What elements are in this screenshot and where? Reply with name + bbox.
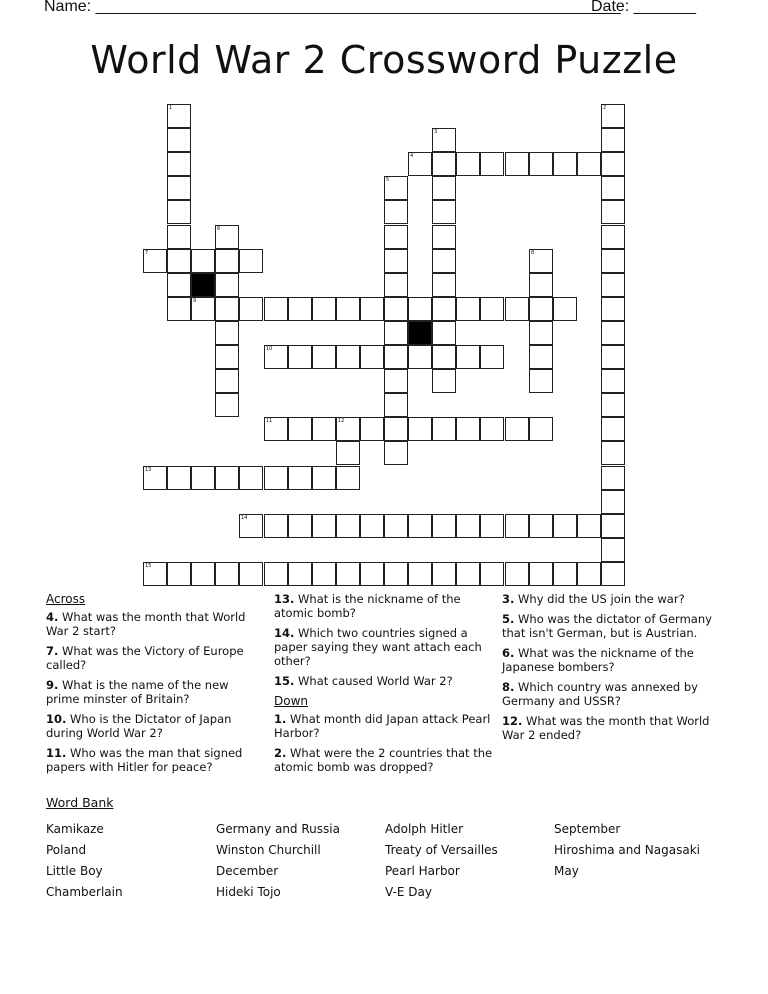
grid-cell[interactable]	[408, 152, 432, 176]
clue-number: 8	[531, 250, 535, 256]
word-bank-item: May	[554, 864, 579, 878]
grid-cell[interactable]	[505, 417, 529, 441]
grid-cell[interactable]	[480, 297, 504, 321]
grid-cell[interactable]	[577, 514, 601, 538]
clue-number: 13	[145, 467, 152, 473]
grid-cell[interactable]	[143, 562, 167, 586]
grid-cell[interactable]	[336, 466, 360, 490]
grid-cell[interactable]	[577, 562, 601, 586]
word-bank-heading: Word Bank	[46, 795, 114, 810]
grid-cell[interactable]	[312, 417, 336, 441]
clue-number: 14	[241, 515, 248, 521]
grid-cell[interactable]	[215, 345, 239, 369]
grid-cell[interactable]	[480, 514, 504, 538]
grid-cell[interactable]	[432, 128, 456, 152]
grid-cell[interactable]	[601, 562, 625, 586]
grid-cell[interactable]	[167, 225, 191, 249]
grid-cell[interactable]	[360, 417, 384, 441]
grid-cell[interactable]	[408, 297, 432, 321]
grid-cell[interactable]	[432, 225, 456, 249]
grid-cell[interactable]	[384, 562, 408, 586]
grid-cell[interactable]	[505, 297, 529, 321]
clue-number: 6	[217, 226, 221, 232]
grid-cell[interactable]	[432, 562, 456, 586]
grid-cell[interactable]	[601, 466, 625, 490]
clue: 10. Who is the Dictator of Japan during World War 2?	[46, 712, 232, 740]
grid-cell[interactable]	[529, 417, 553, 441]
grid-cell[interactable]	[239, 297, 263, 321]
clue: 14. Which two countries signed a paper saying they want attach each other?	[274, 626, 482, 668]
grid-cell[interactable]	[215, 321, 239, 345]
grid-cell[interactable]	[456, 152, 480, 176]
grid-cell[interactable]	[577, 152, 601, 176]
grid-cell[interactable]	[143, 466, 167, 490]
clue: 15. What caused World War 2?	[274, 674, 453, 688]
grid-cell[interactable]	[408, 417, 432, 441]
grid-cell[interactable]	[360, 562, 384, 586]
grid-cell[interactable]	[408, 345, 432, 369]
grid-cell[interactable]	[167, 176, 191, 200]
grid-cell[interactable]	[336, 297, 360, 321]
grid-cell[interactable]	[601, 249, 625, 273]
clues-column-1	[46, 592, 256, 780]
grid-cell[interactable]	[456, 562, 480, 586]
grid-cell[interactable]	[432, 200, 456, 224]
grid-cell[interactable]	[601, 225, 625, 249]
grid-cell[interactable]	[384, 321, 408, 345]
grid-cell[interactable]	[215, 225, 239, 249]
grid-cell[interactable]	[167, 273, 191, 297]
grid-cell[interactable]	[601, 393, 625, 417]
grid-cell[interactable]	[215, 562, 239, 586]
grid-cell[interactable]	[601, 538, 625, 562]
grid-cell[interactable]	[384, 176, 408, 200]
grid-cell[interactable]	[384, 393, 408, 417]
clue: 11. Who was the man that signed papers with Hitler for peace?	[46, 746, 243, 774]
clue-number: 10	[266, 346, 273, 352]
word-bank-item: December	[216, 864, 279, 878]
grid-cell[interactable]	[239, 514, 263, 538]
grid-cell[interactable]	[288, 562, 312, 586]
clue-number: 12	[338, 418, 345, 424]
grid-cell[interactable]	[432, 152, 456, 176]
grid-cell[interactable]	[264, 466, 288, 490]
word-bank-item: Hideki Tojo	[216, 885, 281, 899]
grid-cell[interactable]	[312, 514, 336, 538]
grid-cell[interactable]	[456, 297, 480, 321]
grid-cell[interactable]	[336, 345, 360, 369]
clue: 1. What month did Japan attack Pearl Harbor?	[274, 712, 491, 740]
word-bank-item: Little Boy	[46, 864, 103, 878]
grid-cell[interactable]	[480, 152, 504, 176]
clue: 6. What was the nickname of the Japanese bombers?	[502, 646, 694, 674]
grid-cell[interactable]	[529, 369, 553, 393]
grid-cell[interactable]	[601, 200, 625, 224]
date-label: Date: _______	[591, 0, 696, 15]
grid-cell[interactable]	[432, 514, 456, 538]
grid-cell[interactable]	[191, 562, 215, 586]
grid-cell[interactable]	[239, 562, 263, 586]
grid-cell[interactable]	[384, 200, 408, 224]
grid-cell[interactable]	[553, 297, 577, 321]
grid-cell[interactable]	[191, 297, 215, 321]
name-label: Name: ___________________________________________________________	[44, 0, 621, 15]
grid-cell[interactable]	[601, 369, 625, 393]
grid-cell[interactable]	[529, 249, 553, 273]
grid-cell[interactable]	[432, 417, 456, 441]
grid-cell[interactable]	[601, 441, 625, 465]
clue: 12. What was the month that World War 2 ended?	[502, 714, 710, 742]
grid-cell[interactable]	[384, 297, 408, 321]
grid-cell[interactable]	[601, 152, 625, 176]
grid-cell[interactable]	[505, 514, 529, 538]
grid-cell[interactable]	[167, 104, 191, 128]
grid-cell[interactable]	[191, 249, 215, 273]
word-bank-item: Chamberlain	[46, 885, 123, 899]
grid-cell[interactable]	[288, 417, 312, 441]
clue-number: 1	[169, 105, 173, 111]
grid-cell[interactable]	[432, 297, 456, 321]
grid-cell[interactable]	[529, 562, 553, 586]
word-bank	[46, 795, 746, 899]
clue: 8. Which country was annexed by Germany and USSR?	[502, 680, 698, 708]
grid-cell[interactable]	[215, 249, 239, 273]
grid-cell[interactable]	[264, 514, 288, 538]
grid-cell[interactable]	[529, 273, 553, 297]
grid-cell[interactable]	[601, 417, 625, 441]
grid-cell[interactable]	[432, 369, 456, 393]
grid-cell[interactable]	[384, 249, 408, 273]
grid-cell[interactable]	[264, 417, 288, 441]
grid-cell[interactable]	[336, 417, 360, 441]
grid-cell[interactable]	[167, 297, 191, 321]
word-bank-column	[46, 819, 123, 903]
grid-cell[interactable]	[239, 249, 263, 273]
grid-cell[interactable]	[167, 466, 191, 490]
word-bank-item: Treaty of Versailles	[385, 843, 498, 857]
grid-cell[interactable]	[384, 417, 408, 441]
clue: 7. What was the Victory of Europe called?	[46, 644, 244, 672]
grid-cell[interactable]	[384, 514, 408, 538]
grid-cell[interactable]	[312, 466, 336, 490]
clue-number: 11	[266, 418, 273, 424]
grid-cell[interactable]	[408, 562, 432, 586]
grid-cell[interactable]	[601, 490, 625, 514]
grid-cell[interactable]	[288, 514, 312, 538]
grid-cell[interactable]	[601, 273, 625, 297]
grid-cell[interactable]	[529, 514, 553, 538]
grid-cell[interactable]	[456, 345, 480, 369]
grid-cell[interactable]	[456, 514, 480, 538]
grid-cell[interactable]	[312, 345, 336, 369]
grid-cell[interactable]	[480, 417, 504, 441]
grid-cell[interactable]	[167, 200, 191, 224]
down-heading: Down	[274, 694, 309, 708]
grid-cell[interactable]	[601, 104, 625, 128]
grid-cell[interactable]	[336, 441, 360, 465]
grid-cell[interactable]	[384, 369, 408, 393]
grid-cell[interactable]	[336, 562, 360, 586]
grid-cell[interactable]	[480, 345, 504, 369]
word-bank-item: September	[554, 822, 621, 836]
grid-cell[interactable]	[312, 562, 336, 586]
grid-block	[191, 273, 215, 297]
grid-cell[interactable]	[288, 297, 312, 321]
word-bank-item: Poland	[46, 843, 87, 857]
grid-cell[interactable]	[432, 273, 456, 297]
grid-cell[interactable]	[143, 249, 167, 273]
across-heading: Across	[46, 592, 86, 606]
grid-cell[interactable]	[432, 249, 456, 273]
grid-cell[interactable]	[360, 514, 384, 538]
word-bank-column	[554, 819, 700, 882]
grid-cell[interactable]	[167, 152, 191, 176]
grid-cell[interactable]	[215, 297, 239, 321]
word-bank-column	[385, 819, 498, 903]
grid-cell[interactable]	[480, 562, 504, 586]
grid-cell[interactable]	[601, 176, 625, 200]
clue-number: 9	[193, 298, 197, 304]
clues-column-3	[502, 592, 717, 748]
grid-cell[interactable]	[167, 128, 191, 152]
grid-cell[interactable]	[432, 321, 456, 345]
word-bank-item: Hiroshima and Nagasaki	[554, 843, 700, 857]
grid-cell[interactable]	[167, 249, 191, 273]
grid-cell[interactable]	[408, 514, 432, 538]
grid-cell[interactable]	[529, 321, 553, 345]
grid-cell[interactable]	[529, 297, 553, 321]
clue-number: 2	[603, 105, 607, 111]
grid-cell[interactable]	[215, 466, 239, 490]
grid-cell[interactable]	[215, 273, 239, 297]
clue-number: 3	[434, 129, 438, 135]
grid-cell[interactable]	[215, 393, 239, 417]
grid-cell[interactable]	[529, 152, 553, 176]
grid-cell[interactable]	[553, 562, 577, 586]
clue: 9. What is the name of the new prime minster of Britain?	[46, 678, 229, 706]
clue-number: 15	[145, 563, 152, 569]
clue-number: 5	[386, 177, 390, 183]
grid-cell[interactable]	[264, 297, 288, 321]
grid-cell[interactable]	[384, 273, 408, 297]
clue: 3. Why did the US join the war?	[502, 592, 685, 606]
grid-cell[interactable]	[432, 176, 456, 200]
word-bank-item: Adolph Hitler	[385, 822, 464, 836]
grid-cell[interactable]	[505, 562, 529, 586]
grid-cell[interactable]	[384, 225, 408, 249]
word-bank-item: Kamikaze	[46, 822, 104, 836]
grid-cell[interactable]	[601, 297, 625, 321]
grid-cell[interactable]	[601, 128, 625, 152]
clues-column-2	[274, 592, 494, 780]
word-bank-item: V-E Day	[385, 885, 432, 899]
grid-cell[interactable]	[167, 562, 191, 586]
grid-cell[interactable]	[384, 345, 408, 369]
grid-cell[interactable]	[601, 514, 625, 538]
grid-cell[interactable]	[553, 152, 577, 176]
clue: 4. What was the month that World War 2 start?	[46, 610, 246, 638]
grid-cell[interactable]	[288, 466, 312, 490]
grid-cell[interactable]	[191, 466, 215, 490]
grid-cell[interactable]	[601, 321, 625, 345]
grid-cell[interactable]	[384, 441, 408, 465]
grid-cell[interactable]	[264, 345, 288, 369]
grid-cell[interactable]	[360, 297, 384, 321]
grid-cell[interactable]	[505, 152, 529, 176]
grid-cell[interactable]	[336, 514, 360, 538]
grid-cell[interactable]	[360, 345, 384, 369]
page-title: World War 2 Crossword Puzzle	[90, 38, 678, 82]
clue-number: 4	[410, 153, 414, 159]
word-bank-item: Winston Churchill	[216, 843, 321, 857]
clue: 13. What is the nickname of the atomic bomb?	[274, 592, 461, 620]
grid-cell[interactable]	[312, 297, 336, 321]
grid-cell[interactable]	[432, 345, 456, 369]
grid-cell[interactable]	[264, 562, 288, 586]
clue: 5. Who was the dictator of Germany that isn't German, but is Austrian.	[502, 612, 712, 640]
grid-cell[interactable]	[553, 514, 577, 538]
clue: 2. What were the 2 countries that the atomic bomb was dropped?	[274, 746, 493, 774]
grid-block	[408, 321, 432, 345]
grid-cell[interactable]	[239, 466, 263, 490]
clue-number: 7	[145, 250, 149, 256]
word-bank-column	[216, 819, 340, 903]
grid-cell[interactable]	[288, 345, 312, 369]
grid-cell[interactable]	[529, 345, 553, 369]
grid-cell[interactable]	[456, 417, 480, 441]
grid-cell[interactable]	[215, 369, 239, 393]
word-bank-item: Pearl Harbor	[385, 864, 460, 878]
word-bank-item: Germany and Russia	[216, 822, 340, 836]
grid-cell[interactable]	[601, 345, 625, 369]
